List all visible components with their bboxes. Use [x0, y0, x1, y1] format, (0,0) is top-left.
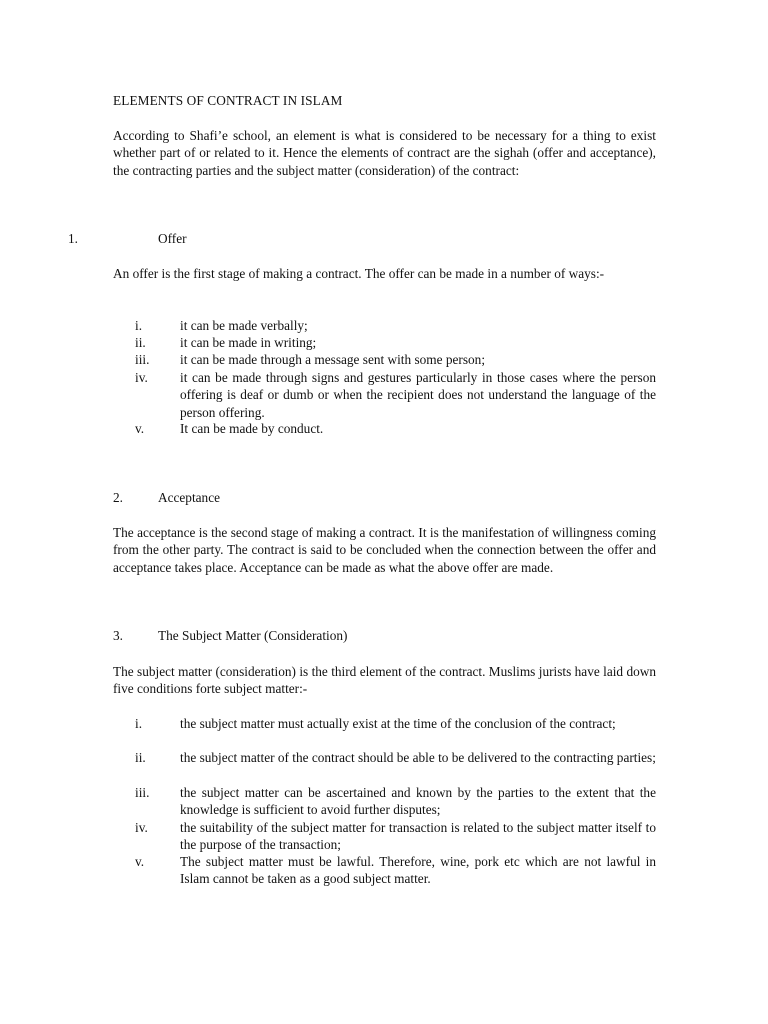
section-number: 1.	[68, 231, 78, 246]
list-item-text: the subject matter of the contract should be able to be delivered to the contracting parties;	[180, 750, 656, 765]
list-numeral: i.	[135, 716, 143, 731]
list-numeral: v.	[135, 854, 145, 869]
list-numeral: iii.	[135, 785, 150, 800]
subject-matter-paragraph: The subject matter (consideration) is the third element of the contract. Muslims jurists have laid down five conditions forte subject matter:-	[113, 664, 656, 697]
list-item-text: the subject matter must actually exist at the time of the conclusion of the contract;	[180, 716, 616, 731]
list-numeral: iii.	[135, 352, 150, 367]
list-item-text: it can be made verbally;	[180, 318, 308, 333]
section-title: Acceptance	[158, 490, 221, 505]
list-numeral: ii.	[135, 750, 146, 765]
list-item-text: the suitability of the subject matter for transaction is related to the subject matter itself to the purpose of the transaction;	[180, 820, 656, 853]
list-item-text: The subject matter must be lawful. Therefore, wine, pork etc which are not lawful in Islam cannot be taken as a good subject matter.	[180, 854, 656, 887]
list-numeral: i.	[135, 318, 143, 333]
intro-paragraph: According to Shafi’e school, an element is what is considered to be necessary for a thing to exist whether part of or related to it. Hence the elements of contract are the sighah (offer and acceptance), the contracting parties and the subject matter (consideration) of the contract:	[113, 128, 656, 178]
document-title: ELEMENTS OF CONTRACT IN ISLAM	[113, 93, 343, 108]
list-numeral: iv.	[135, 370, 148, 385]
section-title: The Subject Matter (Consideration)	[158, 628, 348, 643]
list-item-text: it can be made in writing;	[180, 335, 317, 350]
list-item-text: It can be made by conduct.	[180, 421, 324, 436]
list-numeral: v.	[135, 421, 145, 436]
section-number: 3.	[113, 628, 123, 643]
offer-paragraph: An offer is the first stage of making a contract. The offer can be made in a number of ways:-	[113, 266, 605, 281]
section-number: 2.	[113, 490, 123, 505]
list-numeral: ii.	[135, 335, 146, 350]
section-title: Offer	[158, 231, 187, 246]
list-item-text: it can be made through a message sent with some person;	[180, 352, 486, 367]
acceptance-paragraph: The acceptance is the second stage of making a contract. It is the manifestation of willingness coming from the other party. The contract is said to be concluded when the connection between the offer and acceptance takes place. Acceptance can be made as what the above offer are made.	[113, 525, 656, 575]
section-heading-offer	[0, 230, 768, 248]
section-heading-subject-matter	[0, 627, 768, 645]
list-item-text: it can be made through signs and gestures particularly in those cases where the person offering is deaf or dumb or when the recipient does not understand the language of the person offering.	[180, 370, 656, 420]
section-heading-acceptance	[0, 489, 768, 507]
list-numeral: iv.	[135, 820, 148, 835]
list-item-text: the subject matter can be ascertained and known by the parties to the extent that the knowledge is sufficient to avoid further disputes;	[180, 785, 656, 818]
